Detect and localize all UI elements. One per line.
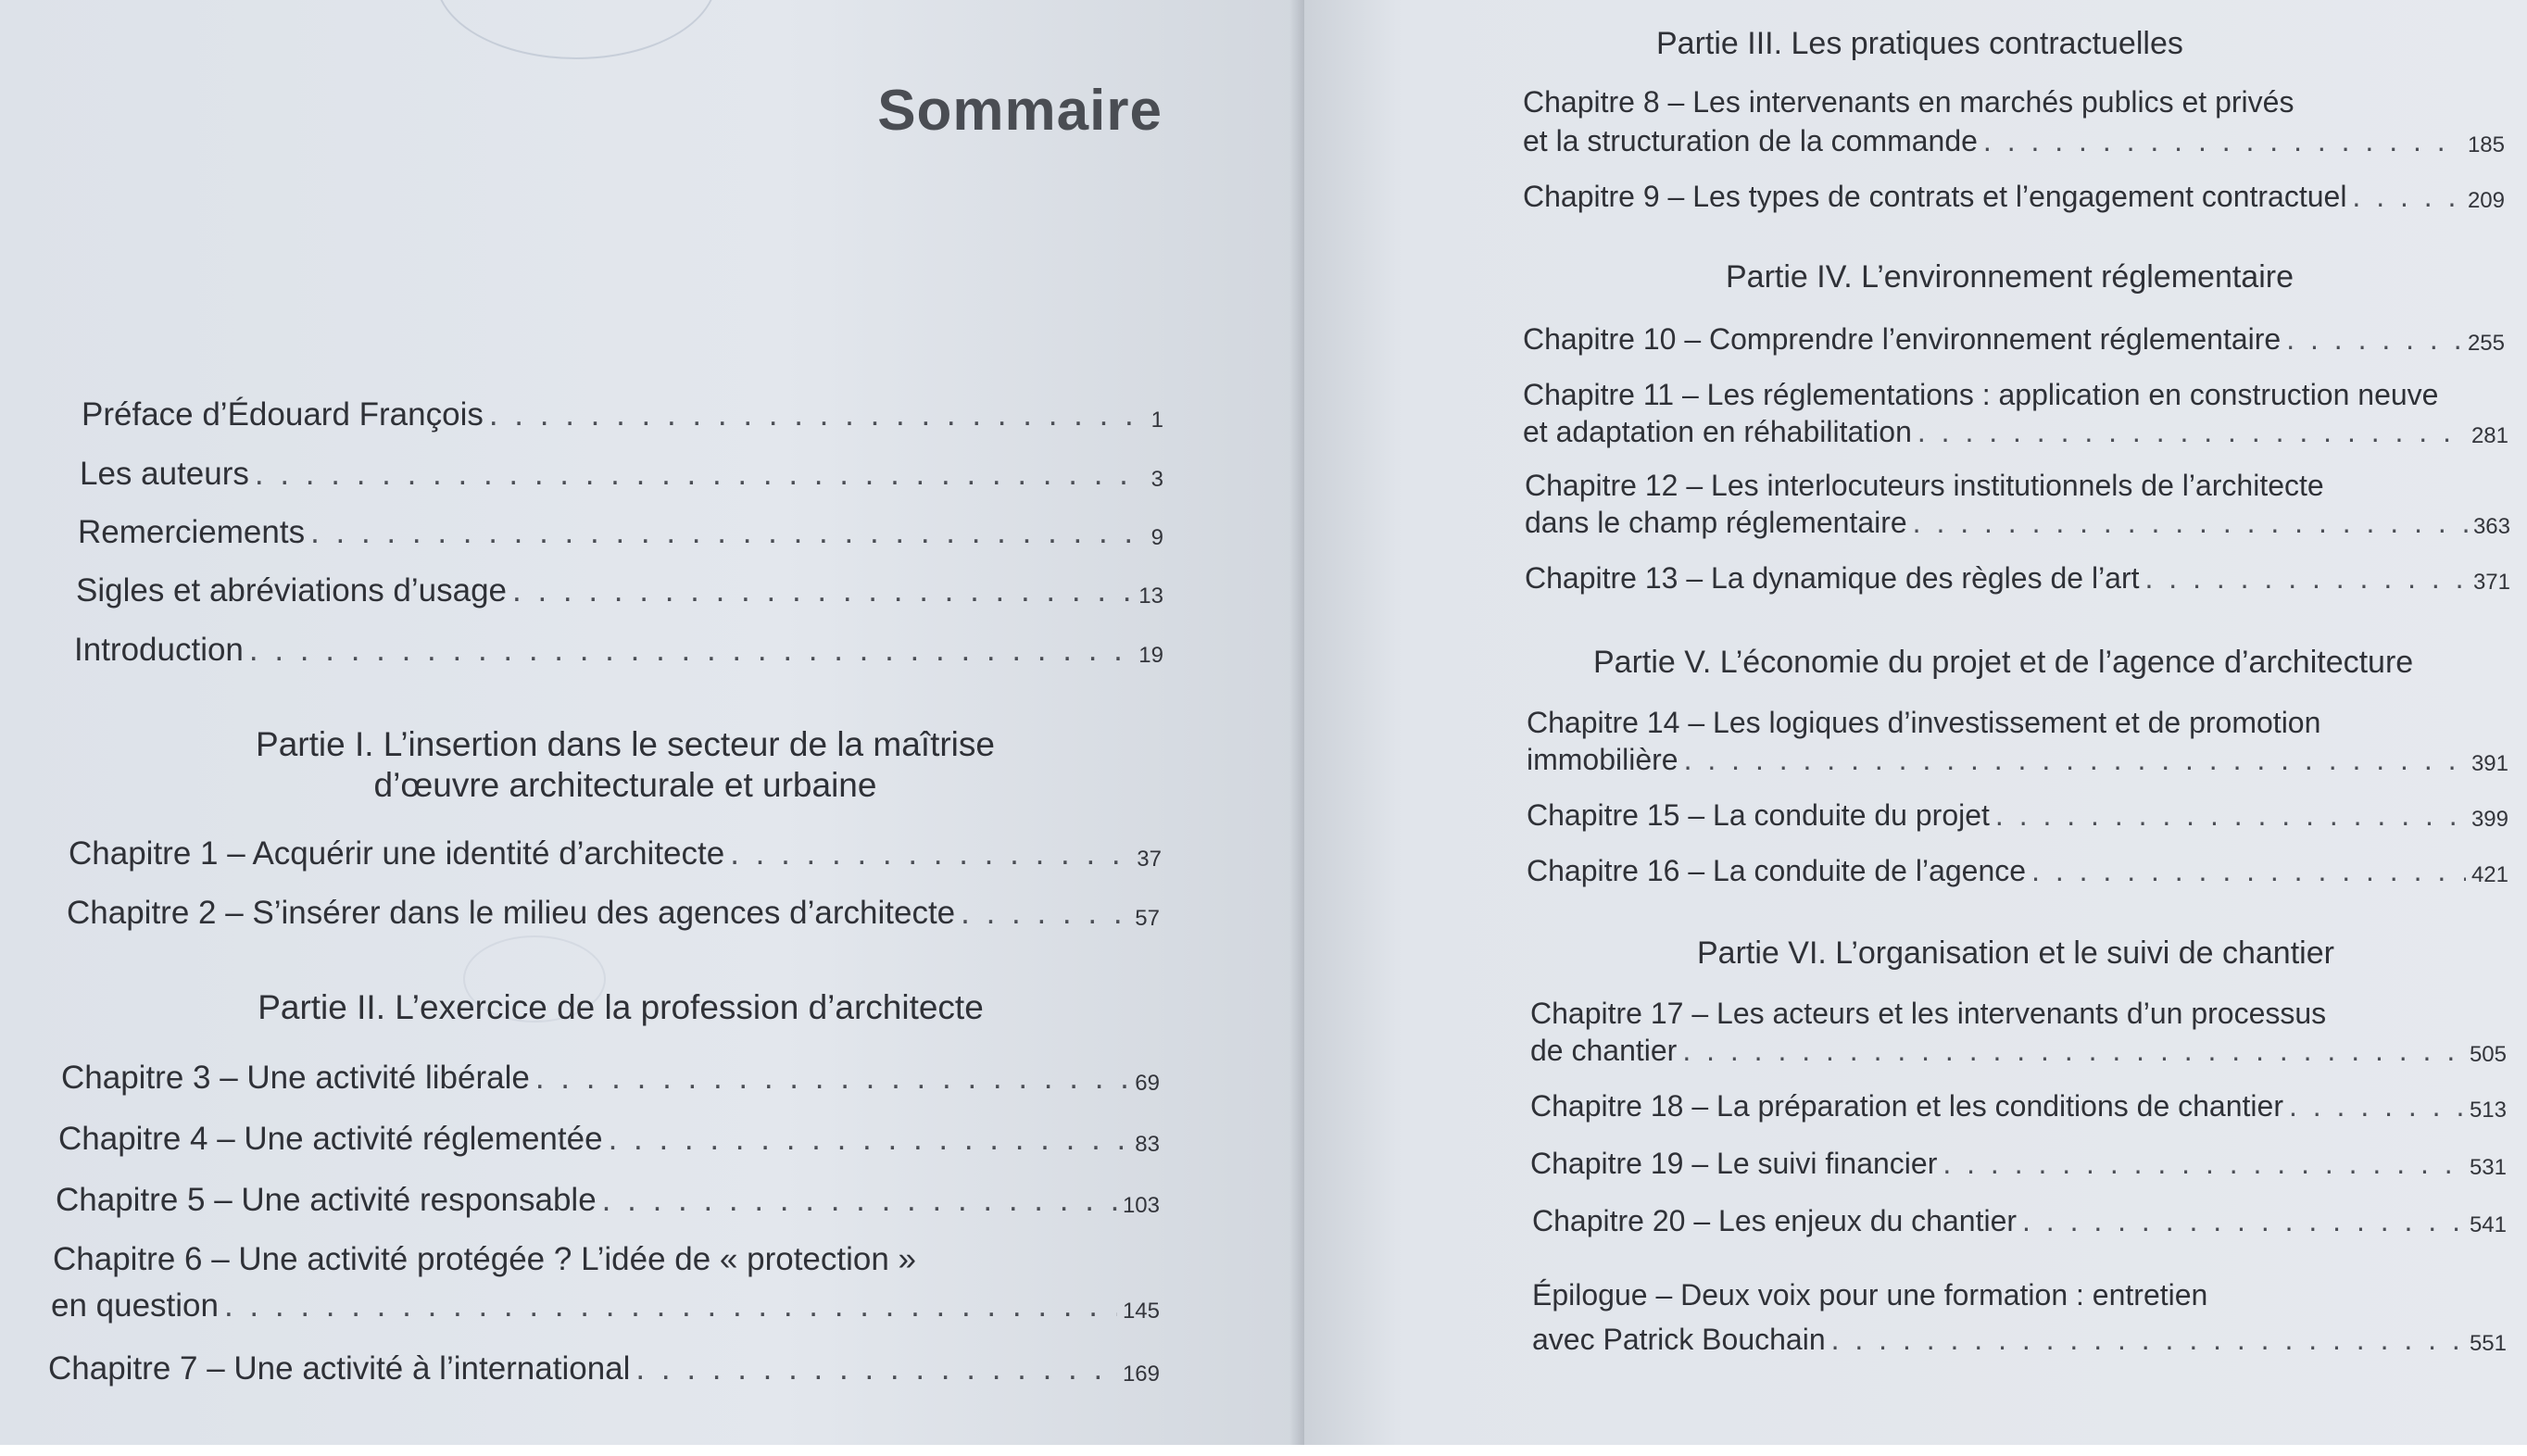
toc-entry-chapter-9 — [1523, 180, 2505, 214]
toc-page-number: 371 — [2472, 570, 2510, 595]
toc-page-number: 57 — [1135, 906, 1160, 931]
toc-entry-label: Chapitre 13 – La dynamique des règles de l’art — [1525, 561, 2140, 595]
toc-entry-label: Chapitre 1 – Acquérir une identité d’architecte — [69, 835, 725, 872]
part-heading — [1656, 26, 2527, 62]
toc-page-number: 83 — [1135, 1132, 1160, 1157]
toc-entry-chapter-19 — [1530, 1147, 2507, 1181]
toc-entry-chapter-18 — [1530, 1089, 2507, 1123]
toc-entry-label: Chapitre 9 – Les types de contrats et l’engagement contractuel — [1523, 180, 2347, 213]
toc-entry-label: immobilière — [1527, 743, 1678, 776]
toc-entry-chapter-17 — [1530, 1034, 2507, 1068]
toc-page-number: 185 — [2467, 132, 2505, 157]
toc-entry-chapter-14-line1: Chapitre 14 – Les logiques d’investissement et de promotion — [1527, 706, 2321, 739]
toc-entry-chapter-12-line1: Chapitre 12 – Les interlocuteurs institutionnels de l’architecte — [1525, 469, 2324, 502]
dot-leader — [535, 1060, 1129, 1097]
toc-entry-chapter-8-line1: Chapitre 8 – Les intervenants en marchés publics et privés — [1523, 85, 2294, 119]
toc-page-number: 281 — [2470, 423, 2508, 448]
part-heading-line: Partie II. L’exercice de la profession d’architecte — [258, 988, 984, 1026]
toc-entry-chapter-10 — [1523, 322, 2505, 357]
toc-entry-label: Remerciements — [78, 514, 306, 550]
dot-leader — [1684, 743, 2466, 777]
toc-page-number: 103 — [1122, 1193, 1160, 1218]
toc-entry-label: Chapitre 16 – La conduite de l’agence — [1527, 854, 2027, 887]
toc-entry-preface — [82, 396, 1163, 433]
dot-leader — [730, 835, 1131, 872]
faint-emblem-mark — [435, 0, 717, 59]
toc-entry-chapter-7 — [48, 1350, 1160, 1387]
dot-leader — [2145, 561, 2468, 596]
toc-entry-label: Chapitre 15 – La conduite du projet — [1527, 798, 1990, 832]
toc-entry-label: Chapitre 18 – La préparation et les conditions de chantier — [1530, 1089, 2283, 1123]
toc-page-number: 551 — [2469, 1331, 2507, 1356]
dot-leader — [1913, 506, 2468, 540]
dot-leader — [1995, 798, 2466, 833]
dot-leader — [512, 572, 1133, 609]
toc-entry-label: Chapitre 3 – Une activité libérale — [61, 1060, 530, 1096]
dot-leader — [255, 456, 1146, 493]
toc-entry-label: Chapitre 10 – Comprendre l’environnement réglementaire — [1523, 322, 2282, 356]
toc-entry-label: et la structuration de la commande — [1523, 124, 1978, 157]
toc-page-number: 19 — [1138, 643, 1163, 668]
toc-entry-label: avec Patrick Bouchain — [1532, 1323, 1826, 1356]
toc-entry-label: Sigles et abréviations d’usage — [76, 572, 508, 609]
part-heading — [1697, 935, 2512, 972]
toc-entry-label: de chantier — [1530, 1034, 1678, 1067]
toc-entry-label: et adaptation en réhabilitation — [1523, 415, 1912, 448]
dot-leader — [2289, 1089, 2464, 1123]
toc-entry-label: en question — [51, 1287, 219, 1324]
toc-entry-label: Chapitre 20 – Les enjeux du chantier — [1532, 1204, 2018, 1237]
toc-entry-acknowledgements — [78, 514, 1163, 551]
toc-entry-chapter-13 — [1525, 561, 2510, 596]
toc-page-number: 3 — [1150, 467, 1163, 492]
toc-entry-chapter-2 — [67, 895, 1160, 932]
toc-entry-chapter-11 — [1523, 415, 2508, 449]
part-heading-line: Partie VI. L’organisation et le suivi de chantier — [1697, 935, 2334, 971]
part-heading — [1726, 259, 2522, 295]
toc-page-number: 391 — [2470, 751, 2508, 776]
dot-leader — [961, 895, 1129, 932]
toc-entry-chapter-20 — [1532, 1204, 2507, 1238]
dot-leader — [2022, 1204, 2464, 1238]
part-heading-line: Partie III. Les pratiques contractuelles — [1656, 26, 2183, 61]
dot-leader — [1942, 1147, 2464, 1181]
page-title: Sommaire — [877, 79, 1163, 143]
toc-page-number: 399 — [2470, 807, 2508, 832]
part-heading-line: Partie V. L’économie du projet et de l’agence d’architecture — [1593, 645, 2414, 680]
toc-entry-chapter-8 — [1523, 124, 2505, 158]
toc-entry-chapter-14 — [1527, 743, 2508, 777]
toc-entry-label: Chapitre 4 – Une activité réglementée — [58, 1121, 603, 1157]
toc-entry-abbreviations — [76, 572, 1163, 609]
toc-entry-label: Les auteurs — [80, 456, 249, 492]
dot-leader — [1682, 1034, 2464, 1068]
right-page — [1304, 0, 2527, 1445]
toc-entry-chapter-15 — [1527, 798, 2508, 833]
toc-entry-chapter-5 — [56, 1182, 1160, 1219]
dot-leader — [489, 396, 1146, 433]
toc-entry-label: Préface d’Édouard François — [82, 396, 484, 433]
dot-leader — [1983, 124, 2462, 158]
part-heading — [139, 987, 1102, 1028]
toc-entry-authors — [80, 456, 1163, 493]
dot-leader — [609, 1121, 1130, 1158]
toc-entry-introduction — [74, 632, 1163, 669]
toc-page-number: 255 — [2467, 331, 2505, 356]
toc-entry-chapter-3 — [61, 1060, 1160, 1097]
toc-entry-chapter-4 — [58, 1121, 1160, 1158]
dot-leader — [249, 632, 1133, 669]
dot-leader — [602, 1182, 1117, 1219]
toc-page-number: 145 — [1122, 1299, 1160, 1324]
toc-page-number: 209 — [2467, 188, 2505, 213]
part-heading-line: Partie IV. L’environnement réglementaire — [1726, 259, 2294, 295]
toc-page-number: 421 — [2470, 862, 2508, 887]
background-strip — [0, 1445, 2527, 1456]
toc-entry-chapter-11-line1: Chapitre 11 – Les réglementations : application en construction neuve — [1523, 378, 2439, 411]
toc-entry-chapter-6 — [51, 1287, 1160, 1324]
dot-leader — [2031, 854, 2466, 888]
toc-entry-chapter-17-line1: Chapitre 17 – Les acteurs et les intervenants d’un processus — [1530, 997, 2327, 1030]
toc-page-number: 1 — [1150, 408, 1163, 433]
toc-page-number: 37 — [1137, 847, 1162, 872]
toc-page-number: 513 — [2469, 1098, 2507, 1123]
part-heading — [1593, 645, 2520, 681]
part-heading — [139, 724, 1112, 806]
toc-entry-chapter-16 — [1527, 854, 2508, 888]
toc-entry-chapter-6-line1: Chapitre 6 – Une activité protégée ? L’idée de « protection » — [53, 1241, 917, 1277]
toc-page-number: 9 — [1150, 525, 1163, 550]
toc-page-number: 541 — [2469, 1212, 2507, 1237]
dot-leader — [2352, 180, 2462, 214]
dot-leader — [310, 514, 1146, 551]
dot-leader — [2286, 322, 2462, 357]
toc-entry-label: Chapitre 2 – S’insérer dans le milieu des agences d’architecte — [67, 895, 956, 931]
toc-entry-label: Chapitre 19 – Le suivi financier — [1530, 1147, 1938, 1180]
toc-entry-epilogue-line1: Épilogue – Deux voix pour une formation : entretien — [1532, 1278, 2208, 1312]
toc-entry-label: Introduction — [74, 632, 244, 668]
toc-entry-chapter-12 — [1525, 506, 2510, 540]
dot-leader — [1917, 415, 2466, 449]
toc-entry-label: Chapitre 5 – Une activité responsable — [56, 1182, 597, 1218]
toc-page-number: 69 — [1135, 1071, 1160, 1096]
toc-entry-label: Chapitre 7 – Une activité à l’international — [48, 1350, 631, 1387]
part-heading-line: d’œuvre architecturale et urbaine — [373, 766, 877, 804]
toc-entry-label: dans le champ réglementaire — [1525, 506, 1907, 539]
toc-entry-epilogue — [1532, 1323, 2507, 1357]
toc-page-number: 505 — [2469, 1042, 2507, 1067]
toc-page-number: 13 — [1138, 584, 1163, 609]
toc-page-number: 363 — [2472, 514, 2510, 539]
dot-leader — [1831, 1323, 2464, 1357]
toc-entry-chapter-1 — [69, 835, 1162, 872]
dot-leader — [635, 1350, 1117, 1387]
toc-page-number: 531 — [2469, 1155, 2507, 1180]
dot-leader — [224, 1287, 1117, 1324]
toc-page-number: 169 — [1122, 1362, 1160, 1387]
part-heading-line: Partie I. L’insertion dans le secteur de la maîtrise — [256, 725, 995, 763]
